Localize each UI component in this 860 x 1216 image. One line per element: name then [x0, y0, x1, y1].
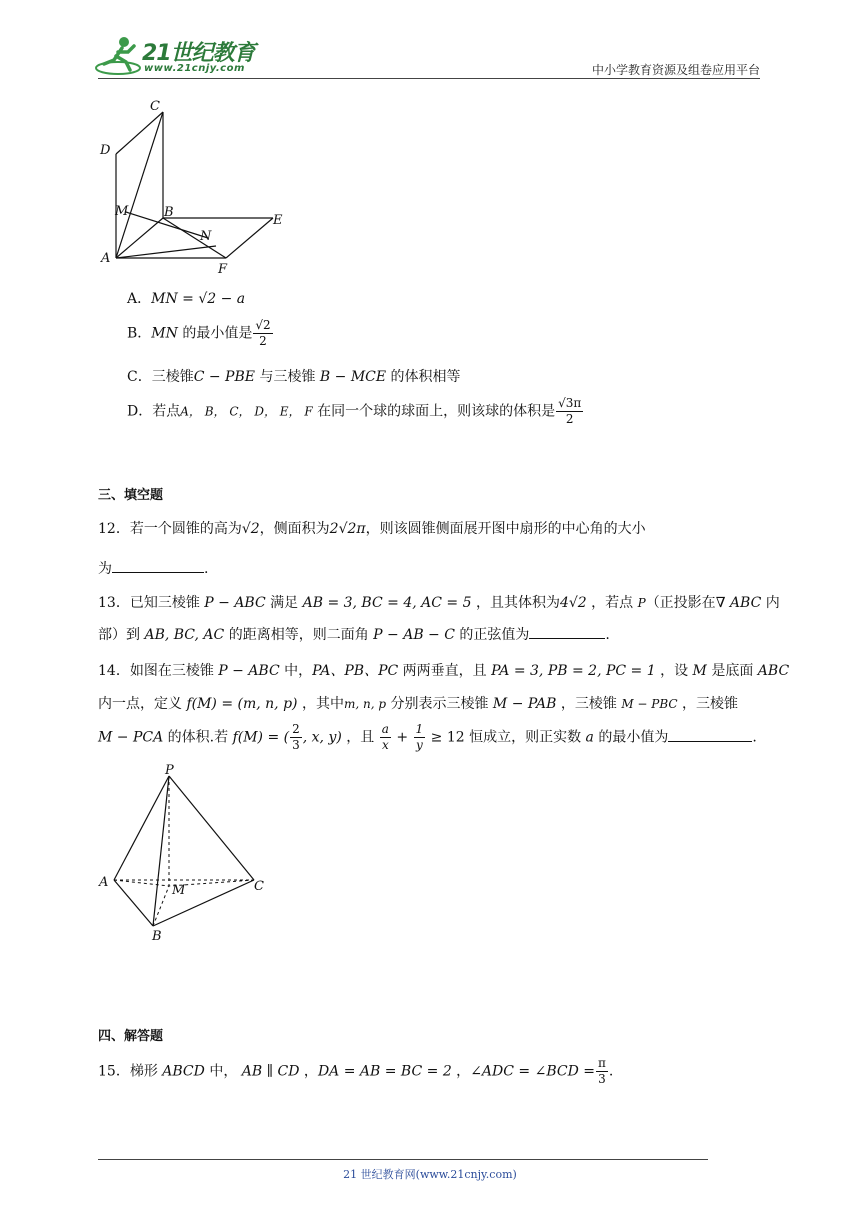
q14-expr-m: M	[692, 663, 707, 679]
q14-frac1-den: 3	[292, 738, 300, 752]
fig2-label-b: B	[152, 929, 162, 944]
q14-expr-mnp: m, n, p	[343, 697, 387, 711]
header-divider	[98, 78, 760, 79]
option-a	[127, 288, 245, 308]
q12-text-c: ，则该圆锥侧面展开图中扇形的中心角的大小	[365, 521, 646, 537]
option-d-points: A， B， C， D， E， F	[180, 404, 313, 419]
q13-expr-edges: AB, BC, AC	[144, 627, 225, 643]
q14-text-c: 两两垂直，且	[398, 663, 492, 679]
option-b-prefix: B．	[127, 325, 152, 342]
option-c-text2: 与三棱锥	[255, 369, 320, 385]
option-c-expr1: C − PBE	[193, 369, 255, 385]
option-d-text2: 在同一个球的球面上，则该球的体积是	[312, 403, 556, 420]
fig1-label-m: M	[115, 204, 129, 219]
fig1-label-d: D	[100, 143, 111, 158]
q13-text-d: ，若点	[586, 595, 638, 611]
q15-text-b: 中，	[204, 1063, 242, 1080]
q14-expr-fm: f(M) = (m, n, p)	[186, 696, 298, 712]
option-d-prefix: D．	[127, 403, 153, 420]
fig2-label-m: M	[172, 883, 186, 898]
q15-expr-parallel: AB ∥ CD	[241, 1063, 300, 1080]
question-13-line2	[98, 624, 610, 644]
q15-expr-angles: ∠ADC = ∠BCD =	[470, 1063, 595, 1080]
q13-text-b: 满足	[265, 595, 303, 611]
q14-expr-fm-close: , x, y)	[302, 729, 342, 746]
section-fill-in-title: 三、填空题	[98, 488, 164, 503]
q13-text-f: 内	[761, 595, 780, 611]
q13-expr-triangle: ∇ ABC	[715, 595, 762, 611]
q15-fraction-pi-3	[596, 1056, 608, 1087]
q13-text-i: 的正弦值为	[454, 627, 530, 643]
q14-expr-edges: PA、PB、PC	[312, 663, 399, 679]
option-c-prefix: C．	[127, 369, 152, 385]
q14-expr-mpbc: M − PBC	[621, 697, 678, 711]
q15-expr-sides: DA = AB = BC = 2	[317, 1063, 452, 1080]
q13-expr-pyramid: P − ABC	[204, 595, 266, 611]
site-logo	[94, 34, 274, 78]
q14-text-m: 恒成立，则正实数	[464, 729, 586, 746]
q13-expr-sides: AB = 3, BC = 4, AC = 5	[302, 595, 472, 611]
q14-fraction-two-thirds	[290, 722, 302, 753]
q14-answer-blank[interactable]	[668, 727, 752, 742]
option-b-fraction	[253, 318, 272, 349]
q12-expr-area: 2√2π	[329, 521, 366, 537]
footer-divider	[98, 1159, 708, 1160]
q14-text-g: ，其中	[297, 696, 344, 712]
fig1-label-c: C	[150, 99, 160, 114]
q14-text-n: 的最小值为	[593, 729, 669, 746]
q14-text-l: ，且	[341, 729, 379, 746]
q12-text-period: .	[204, 561, 209, 577]
q12-expr-height: √2	[241, 521, 260, 537]
question-14-line2	[98, 693, 738, 713]
q14-text-j: ，三棱锥	[677, 696, 739, 712]
question-14-line1	[98, 660, 789, 680]
logo-brand-text: 21世纪教育	[142, 41, 255, 66]
q13-text-e: （正投影在	[645, 595, 716, 611]
fig1-label-a: A	[101, 251, 111, 266]
figure-tetrahedron-diagram	[96, 762, 286, 946]
fig2-label-a: A	[99, 875, 109, 890]
option-b-expr: MN	[151, 325, 178, 342]
q14-text-h: 分别表示三棱锥	[386, 696, 493, 712]
q14-text-e: 是底面	[706, 663, 758, 679]
q15-frac-num: π	[598, 1056, 606, 1070]
q14-text-f: 内一点，定义	[98, 696, 187, 712]
q14-expr-abc: ABC	[757, 663, 790, 679]
q14-frac2-den: x	[381, 738, 389, 752]
q14-frac3-num: 1	[415, 722, 424, 736]
q14-frac2-num: a	[381, 722, 389, 736]
q14-text-b: 中，	[279, 663, 313, 679]
question-12-line2	[98, 558, 208, 578]
runner-logo-icon	[94, 34, 144, 78]
q15-text-d: ，	[451, 1063, 471, 1080]
fig1-label-e: E	[273, 213, 283, 228]
option-d-text1: 若点	[152, 403, 181, 420]
q14-expr-mpca: M − PCA	[98, 729, 164, 746]
q13-text-g: 部）到	[98, 627, 145, 643]
option-a-expr: MN = √2 − a	[151, 291, 246, 307]
q14-plus: +	[391, 729, 413, 746]
q12-answer-blank[interactable]	[112, 558, 204, 573]
q14-text-k: 的体积.若	[163, 729, 233, 746]
option-d	[127, 396, 584, 427]
q14-frac3-den: y	[415, 738, 423, 752]
q15-text-a: 15．梯形	[98, 1063, 163, 1080]
q14-fraction-a-over-x	[380, 722, 391, 753]
fig1-label-n: N	[200, 229, 212, 244]
q15-text-c: ，	[299, 1063, 318, 1080]
option-c-text3: 的体积相等	[386, 369, 461, 385]
q14-text-d: ，设	[655, 663, 693, 679]
q13-expr-volume: 4√2	[559, 595, 587, 611]
footer-text: 21 世纪教育网(www.21cnjy.com)	[343, 1168, 517, 1181]
option-b	[127, 318, 274, 349]
q14-text-a: 14．如图在三棱锥	[98, 663, 219, 679]
q15-expr-abcd: ABCD	[162, 1063, 205, 1080]
q13-text-period: .	[605, 627, 610, 643]
fig1-label-b: B	[164, 205, 174, 220]
q13-text-h: 的距离相等，则二面角	[224, 627, 374, 643]
option-b-frac-den: 2	[259, 334, 267, 348]
fig2-label-c: C	[254, 879, 264, 894]
q14-fraction-1-over-y	[414, 722, 426, 753]
q14-text-i: ，三棱锥	[556, 696, 622, 712]
option-c-expr2: B − MCE	[319, 369, 387, 385]
section-solve-title: 四、解答题	[98, 1029, 164, 1044]
q13-text-a: 13．已知三棱锥	[98, 595, 205, 611]
fig1-label-f: F	[218, 262, 228, 276]
figure-prism-diagram	[96, 96, 296, 276]
q12-text-a: 12．若一个圆锥的高为	[98, 521, 242, 537]
q14-expr-geq: ≥ 12	[426, 729, 465, 746]
question-14-line3	[98, 722, 757, 753]
question-12-line1	[98, 518, 646, 538]
question-15	[98, 1056, 613, 1087]
q14-frac1-num: 2	[292, 722, 300, 736]
option-c	[127, 366, 461, 386]
q14-expr-mpab: M − PAB	[492, 696, 557, 712]
logo-url-text: www.21cnjy.com	[144, 63, 245, 74]
q12-text-wei: 为	[98, 561, 112, 577]
q15-frac-den: 3	[598, 1072, 606, 1086]
q13-text-c: ，且其体积为	[471, 595, 560, 611]
option-a-prefix: A．	[127, 291, 152, 307]
option-b-frac-num: √2	[255, 318, 271, 332]
q14-expr-fm-open: f(M) = (	[232, 729, 290, 746]
q13-answer-blank[interactable]	[529, 624, 605, 639]
q15-period: .	[608, 1063, 614, 1080]
q14-text-period: .	[752, 729, 757, 746]
q13-expr-point: P	[637, 596, 646, 610]
header-platform-text: 中小学教育资源及组卷应用平台	[591, 63, 760, 77]
q13-expr-dihedral: P − AB − C	[373, 627, 455, 643]
fig2-label-p: P	[165, 763, 174, 778]
q12-text-b: ，侧面积为	[259, 521, 330, 537]
option-d-frac-num: √3π	[558, 396, 582, 410]
option-d-frac-den: 2	[565, 412, 574, 426]
q14-expr-a: a	[585, 729, 594, 746]
q14-expr-lengths: PA = 3, PB = 2, PC = 1	[491, 663, 656, 679]
option-c-text1: 三棱锥	[151, 369, 194, 385]
option-d-fraction	[556, 396, 583, 427]
option-b-text: 的最小值是	[177, 325, 253, 342]
question-13-line1	[98, 592, 780, 612]
q14-expr-pyramid: P − ABC	[218, 663, 280, 679]
